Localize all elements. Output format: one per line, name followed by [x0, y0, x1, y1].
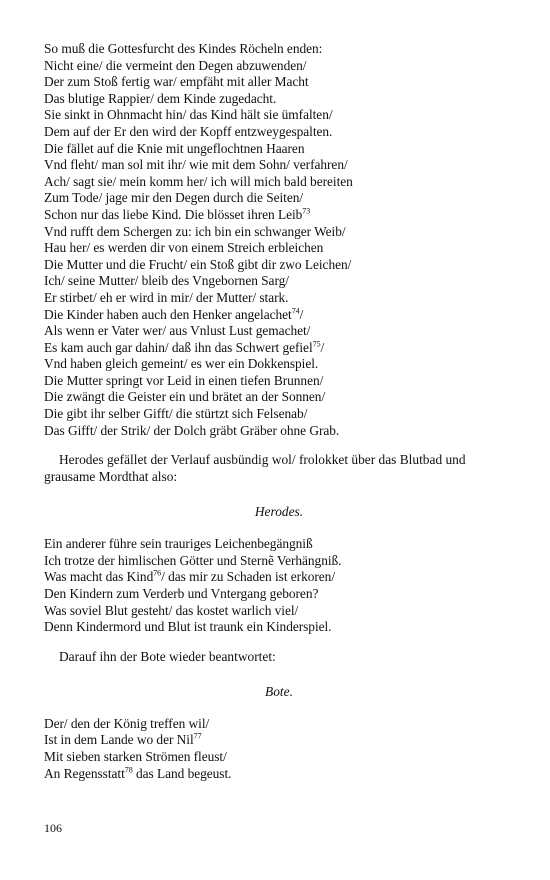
verse-text: Es kam auch gar dahin/ daß ihn das Schwert gefiel — [44, 339, 313, 355]
verse-text: / das mir zu Schaden ist erkoren/ — [161, 569, 335, 585]
page-number: 106 — [44, 821, 62, 835]
verse-text: So muß die Gottesfurcht des Kindes Röcheln enden: — [44, 41, 323, 56]
verse-text: Das Gifft/ der Strik/ der Dolch gräbt Gräber ohne Grab. — [44, 422, 340, 438]
verse-line — [44, 536, 514, 553]
verse-line — [44, 356, 514, 373]
verse-line — [44, 74, 514, 91]
verse-line — [44, 141, 514, 158]
footnote-marker: 73 — [302, 206, 311, 216]
verse-text: Die fället auf die Knie mit ungeflochtnen Haaren — [44, 140, 305, 156]
verse-text: Was macht das Kind — [44, 569, 154, 585]
verse-line — [44, 553, 514, 570]
verse-line — [44, 157, 514, 174]
verse-text: Was soviel Blut gesteht/ das kostet warlich viel/ — [44, 602, 299, 618]
verse-line — [44, 41, 514, 58]
verse-line — [44, 207, 514, 224]
prose-paragraph-1: Herodes gefället der Verlauf ausbündig wol/ frolokket über das Blutbad und grausame Mordthat also: — [44, 452, 466, 485]
verse-text: Sie sinkt in Ohnmacht hin/ das Kind hält sie ümfalten/ — [44, 107, 333, 123]
verse-text: Vnd haben gleich gemeint/ es wer ein Dokkenspiel. — [44, 356, 319, 372]
verse-text: Er stirbet/ eh er wird in mir/ der Mutter/ stark. — [44, 289, 289, 305]
verse-text: Ist in dem Lande wo der Nil — [44, 732, 194, 748]
verse-text: Nicht eine/ die vermeint den Degen abzuwenden/ — [44, 57, 307, 73]
verse-text: Zum Tode/ jage mir den Degen durch die Seiten/ — [44, 190, 304, 206]
verse-block-3 — [44, 716, 514, 782]
footnote-marker: 78 — [124, 765, 133, 775]
verse-line — [44, 224, 514, 241]
verse-text: Ach/ sagt sie/ mein komm her/ ich will mich bald bereiten — [44, 173, 353, 189]
verse-line — [44, 569, 514, 586]
verse-text: Die Kinder haben auch den Henker angelachet — [44, 306, 292, 322]
verse-line — [44, 107, 514, 124]
verse-line — [44, 91, 514, 108]
speaker-heading-bote: Bote. — [265, 683, 293, 699]
verse-text: Das blutige Rappier/ dem Kinde zugedacht. — [44, 90, 277, 106]
verse-line — [44, 257, 514, 274]
verse-line — [44, 240, 514, 257]
verse-text: / — [320, 339, 325, 355]
prose-paragraph-2: Darauf ihn der Bote wieder beantwortet: — [59, 648, 276, 664]
verse-text: An Regensstatt — [44, 765, 125, 781]
verse-line — [44, 389, 514, 406]
verse-line — [44, 174, 514, 191]
verse-line — [44, 732, 514, 749]
verse-text: Dem auf der Er den wird der Kopff entzweygespalten. — [44, 123, 333, 139]
verse-line — [44, 307, 514, 324]
verse-text: Schon nur das liebe Kind. Die blösset ihren Leib — [44, 206, 303, 222]
verse-text: Ein anderer führe sein trauriges Leichenbegängniß — [44, 536, 313, 552]
verse-line — [44, 373, 514, 390]
verse-text: / — [299, 306, 304, 322]
verse-line — [44, 273, 514, 290]
verse-text: Hau her/ es werden dir von einem Streich erbleichen — [44, 240, 324, 256]
verse-line — [44, 406, 514, 423]
verse-text: Der zum Stoß fertig war/ empfäht mit aller Macht — [44, 74, 309, 90]
verse-block-1 — [44, 41, 514, 439]
verse-text: Mit sieben starken Strömen fleust/ — [44, 749, 227, 764]
verse-line — [44, 749, 514, 766]
verse-text: Die Mutter und die Frucht/ ein Stoß gibt dir zwo Leichen/ — [44, 256, 352, 272]
verse-line — [44, 766, 514, 783]
verse-text: Vnd fleht/ man sol mit ihr/ wie mit dem Sohn/ verfahren/ — [44, 157, 348, 173]
verse-text: Die zwängt die Geister ein und brätet an der Sonnen/ — [44, 389, 326, 405]
verse-text: Der/ den der König treffen wil/ — [44, 715, 210, 731]
verse-text: Die Mutter springt vor Leid in einen tiefen Brunnen/ — [44, 372, 324, 388]
footnote-marker: 76 — [153, 568, 162, 578]
verse-text: Vnd rufft dem Schergen zu: ich bin ein schwanger Weib/ — [44, 223, 346, 239]
speaker-heading-herodes: Herodes. — [254, 504, 304, 520]
verse-text: das Land begeust. — [132, 765, 232, 781]
footnote-marker: 75 — [312, 339, 321, 349]
verse-line — [44, 190, 514, 207]
footnote-marker: 77 — [193, 731, 202, 741]
verse-text: Die gibt ihr selber Gifft/ die stürtzt sich Felsenab/ — [44, 406, 308, 422]
verse-line — [44, 323, 514, 340]
verse-line — [44, 340, 514, 357]
verse-text: Ich/ seine Mutter/ bleib des Vngebornen Sarg/ — [44, 273, 289, 289]
verse-line — [44, 619, 514, 636]
verse-line — [44, 603, 514, 620]
verse-text: Ich trotze der himlischen Götter und Sternẽ Verhängniß. — [44, 552, 342, 568]
verse-line — [44, 716, 514, 733]
page-body — [44, 41, 514, 782]
verse-line — [44, 58, 514, 75]
verse-line — [44, 586, 514, 603]
verse-block-2 — [44, 536, 514, 636]
verse-line — [44, 124, 514, 141]
verse-text: Als wenn er Vater wer/ aus Vnlust Lust gemachet/ — [44, 323, 311, 339]
verse-text: Denn Kindermord und Blut ist traunk ein Kinderspiel. — [44, 619, 332, 635]
verse-line — [44, 423, 514, 440]
verse-line — [44, 290, 514, 307]
footnote-marker: 74 — [291, 306, 300, 316]
verse-text: Den Kindern zum Verderb und Vntergang geboren? — [44, 586, 319, 602]
